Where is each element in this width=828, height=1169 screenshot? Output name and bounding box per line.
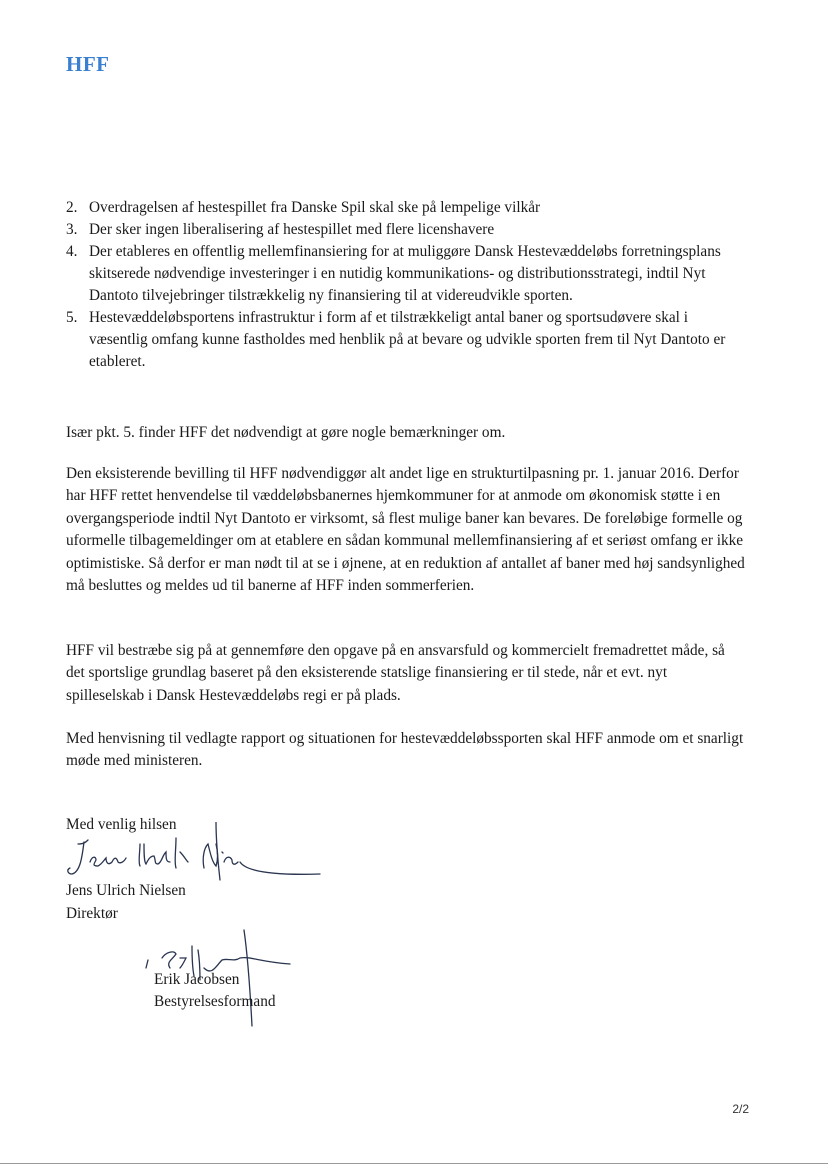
signatory-title: Bestyrelsesformand — [154, 993, 276, 1010]
signatory-name: Erik Jacobsen — [154, 971, 240, 988]
list-item — [60, 219, 750, 241]
paragraph: Især pkt. 5. finder HFF det nødvendigt at gøre nogle bemærkninger om. — [66, 424, 506, 441]
list-item-text: Der sker ingen liberalisering af hestespillet med flere licenshavere — [89, 221, 495, 238]
numbered-list — [60, 197, 750, 373]
bottom-divider — [0, 1163, 828, 1164]
page-number: 2/2 — [732, 1102, 749, 1116]
signatory-title: Direktør — [66, 905, 118, 922]
list-item-text: Der etableres en offentlig mellemfinansiering for at muliggøre Dansk Hestevæddeløbs forretningsplans skitserede nødvendige investeringer i en nutidig kommunikations- og distributionsstrategi, indtil Nyt Dantoto tilvejebringer tilstrækkelig ny finansiering til at videreudvikle sporten. — [89, 243, 721, 304]
paragraph: Den eksisterende bevilling til HFF nødvendiggør alt andet lige en strukturtilpasning pr. 1. januar 2016. Derfor har HFF rettet henvendelse til væddeløbsbanernes hjemkommuner for at anmode om økonomisk støtte i en overgangsperiode indtil Nyt Dantoto er virksomt, så flest mulige baner kan bevares. De foreløbige formelle og uformelle tilbagemeldinger om at etablere en sådan kommunal mellemfinansiering af et seriøst omfang er ikke optimistiske. Så derfor er man nødt til at se i øjnene, at en reduktion af antallet af baner med høj sandsynlighed må besluttes og meldes ud til banerne af HFF inden sommerferien. — [66, 465, 745, 595]
list-item-number: 3. — [66, 221, 78, 238]
hff-logo: HFF — [66, 52, 110, 76]
list-item — [60, 197, 750, 219]
list-item — [60, 241, 750, 307]
list-item-text: Hestevæddeløbsportens infrastruktur i form af et tilstrækkeligt antal baner og sportsudøvere skal i væsentlig omfang kunne fastholdes med henblik på at bevare og udvikle sporten frem til Nyt Dantoto er etableret. — [89, 309, 726, 370]
signatory-name: Jens Ulrich Nielsen — [66, 882, 186, 899]
list-item-number: 5. — [66, 309, 78, 326]
list-item-text: Overdragelsen af hestespillet fra Danske Spil skal ske på lempelige vilkår — [89, 199, 541, 216]
list-item-number: 4. — [66, 243, 78, 260]
list-item-number: 2. — [66, 199, 78, 216]
closing-salutation: Med venlig hilsen — [66, 816, 177, 833]
paragraph: Med henvisning til vedlagte rapport og situationen for hestevæddeløbssporten skal HFF anmode om et snarligt møde med ministeren. — [66, 730, 744, 770]
paragraph: HFF vil bestræbe sig på at gennemføre den opgave på en ansvarsfuld og kommercielt fremadrettet måde, så det sportslige grundlag baseret på den eksisterende statslige finansiering er til stede, når et evt. nyt spilleselskab i Dansk Hestevæddeløbs regi er på plads. — [66, 642, 725, 704]
list-item — [60, 307, 750, 373]
